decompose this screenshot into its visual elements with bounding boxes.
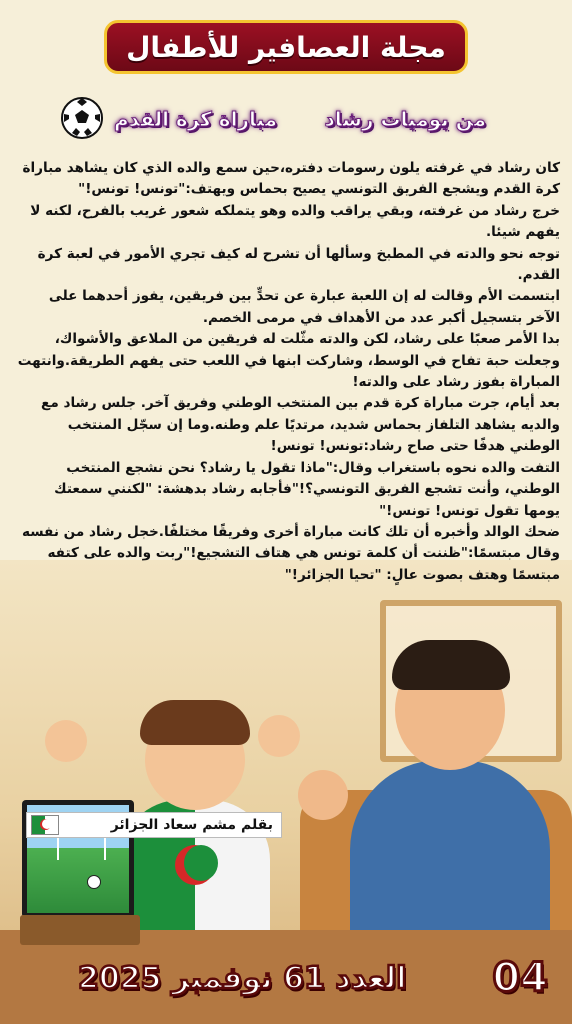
illustration-father-body (350, 760, 550, 950)
paragraph: ضحك الوالد وأخبره أن تلك كانت مباراة أخرى وفريقًا مختلفًا.خجل رشاد من نفسه وقال مبتسمًا:"ظننت أن كلمة تونس هي هتاف التشجيع!"ربت والده على كتفه مبتسمًا وهتف بصوت عالٍ: "تحيا الجزائر!" (21, 523, 560, 583)
issue-info: العدد 61 نوفمبر 2025 (78, 960, 407, 996)
page-number: 04 (492, 955, 548, 1001)
series-title: من يوميات رشاد (324, 107, 486, 131)
tv-ball (87, 875, 101, 889)
illustration-boy-hair (140, 700, 250, 745)
paragraph: ابتسمت الأم وقالت له إن اللعبة عبارة عن تحدٍّ بين فريقين، يفوز أحدهما على الآخر بتسجيل أكبر عدد من الأهداف في مرمى الخصم. (48, 288, 560, 326)
paragraph: بعد أيام، جرت مباراة كرة قدم بين المنتخب الوطني وفريق آخر. جلس رشاد مع والديه يشاهد التلفاز بحماس شديد، مرتديًا علم وطنه.وما إن سجّل المنتخب الوطني هدفًا حتى صاح رشاد:تونس! تونس! (41, 395, 560, 455)
illustration-tv-stand (20, 915, 140, 945)
story-title: مباراة كرة القدم (114, 107, 278, 131)
magazine-title: مجلة العصافير للأطفال (126, 30, 446, 64)
page-footer (78, 950, 548, 1006)
algeria-flag-icon (31, 815, 59, 835)
author-credit (26, 812, 282, 838)
paragraph: توجه نحو والدته في المطبخ وسألها أن تشرح له كيف تجري الأمور في لعبة كرة القدم. (37, 245, 560, 284)
soccer-ball-icon (60, 96, 104, 140)
illustration-crescent-cut (184, 845, 218, 881)
paragraph: بدا الأمر صعبًا على رشاد، لكن والدته مثّلت له فريقين من الملاعق والأشواك، وجعلت حبة تفاح في الوسط، وشاركت ابنها في اللعب حتى يفهم الطريقة.وانتهت المباراة بفوز رشاد على والدته! (17, 331, 560, 391)
illustration-boy-fist-left (45, 720, 87, 762)
author-label: بقلم مشم سعاد الجزائر (110, 817, 273, 833)
illustration-boy-fist-right (258, 715, 300, 757)
paragraph: التفت والده نحوه باستغراب وقال:"ماذا تقول يا رشاد؟ نحن نشجع المنتخب الوطني، وأنت تشجع الفريق التونسي؟!"فأجابه رشاد بدهشة: "لكنني سمعتك يومها تقول تونس! تونس!" (54, 459, 560, 519)
paragraph: كان رشاد في غرفته يلون رسومات دفتره،حين سمع والده الذي كان يشاهد مباراة كرة القدم ويشجع الفريق التونسي يصيح بحماس ويهتف:"تونس! تونس!" (22, 160, 560, 198)
story-text (14, 158, 560, 586)
story-header (104, 98, 496, 140)
illustration-father-fist (298, 770, 348, 820)
flag-crescent-cut (42, 819, 52, 829)
illustration-father-hair (392, 640, 510, 690)
paragraph: خرج رشاد من غرفته، وبقي يراقب والده وهو يتملكه شعور غريب بالفرح، لكنه لا يفهم شيئا. (30, 202, 560, 241)
